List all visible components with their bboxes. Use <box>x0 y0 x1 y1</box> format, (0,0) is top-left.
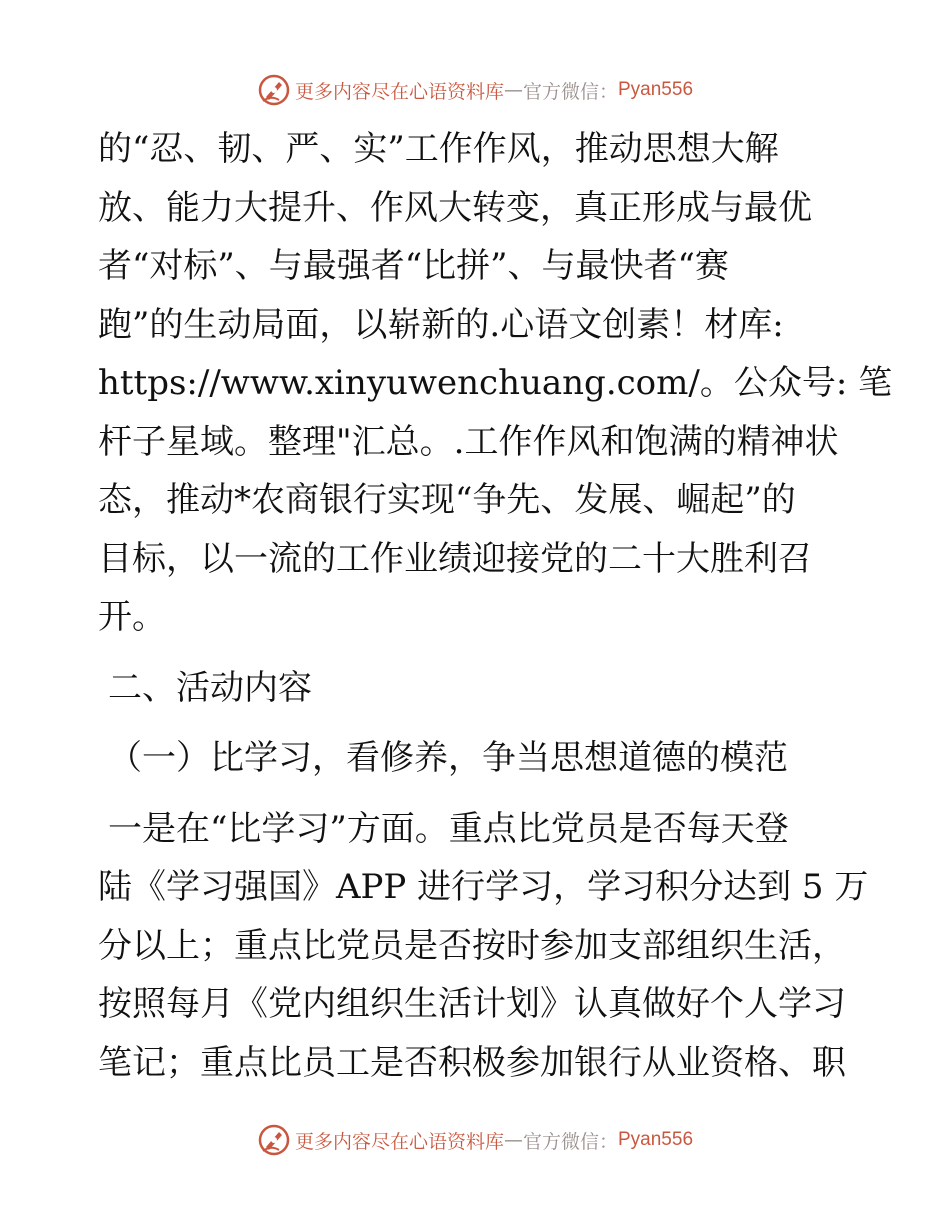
watermark-separator: — <box>503 1129 523 1151</box>
paragraph-2 <box>98 800 869 1093</box>
text-line: 跑”的生动局面，以崭新的.心语文创素！材库: <box>98 304 784 345</box>
text-line: 目标，以一流的工作业绩迎接党的二十大胜利召 <box>98 538 812 579</box>
watermark-brand: 更多内容尽在心语资料库 <box>294 1130 504 1153</box>
text-line: 一是在“比学习”方面。重点比党员是否每天登 <box>108 808 789 849</box>
text-line: 杆子星域。整理"汇总。.工作作风和饱满的精神状 <box>98 421 839 462</box>
pen-logo-icon <box>257 1123 291 1157</box>
paragraph-1 <box>98 120 893 647</box>
document-body <box>98 120 893 1092</box>
text-line: 分以上；重点比党员是否按时参加支部组织生活， <box>98 925 846 966</box>
header-watermark <box>0 70 950 110</box>
text-line: 笔记；重点比员工是否积极参加银行从业资格、职 <box>98 1042 846 1083</box>
text-line: 态，推动*农商银行实现“争先、发展、崛起”的 <box>98 480 796 520</box>
text-line: 者“对标”、与最强者“比拼”、与最快者“赛 <box>98 246 729 286</box>
pen-logo-icon <box>257 73 291 107</box>
text-line: 开。 <box>98 597 166 637</box>
text-line: 放、能力大提升、作风大转变，真正形成与最优 <box>98 187 812 228</box>
text-line: 的“忍、韧、严、实”工作作风，推动思想大解 <box>98 129 779 169</box>
watermark-brand: 更多内容尽在心语资料库 <box>294 80 504 103</box>
watermark-wechat-id: Pyan556 <box>618 1129 694 1150</box>
subsection-heading: （一）比学习，看修养，争当思想道德的模范 <box>108 738 788 778</box>
watermark-label: 官方微信： <box>522 1130 618 1153</box>
text-line: 陆《学习强国》APP 进行学习，学习积分达到 5 万 <box>98 867 869 907</box>
watermark-label: 官方微信： <box>522 80 618 103</box>
watermark-wechat-id: Pyan556 <box>618 79 694 100</box>
footer-watermark <box>0 1120 950 1160</box>
watermark-separator: — <box>503 79 523 101</box>
text-line: https://www.xinyuwenchuang.com/。公众号: 笔 <box>98 363 893 403</box>
section-heading: 二、活动内容 <box>108 667 312 708</box>
text-line: 按照每月《党内组织生活计划》认真做好个人学习 <box>98 984 846 1024</box>
